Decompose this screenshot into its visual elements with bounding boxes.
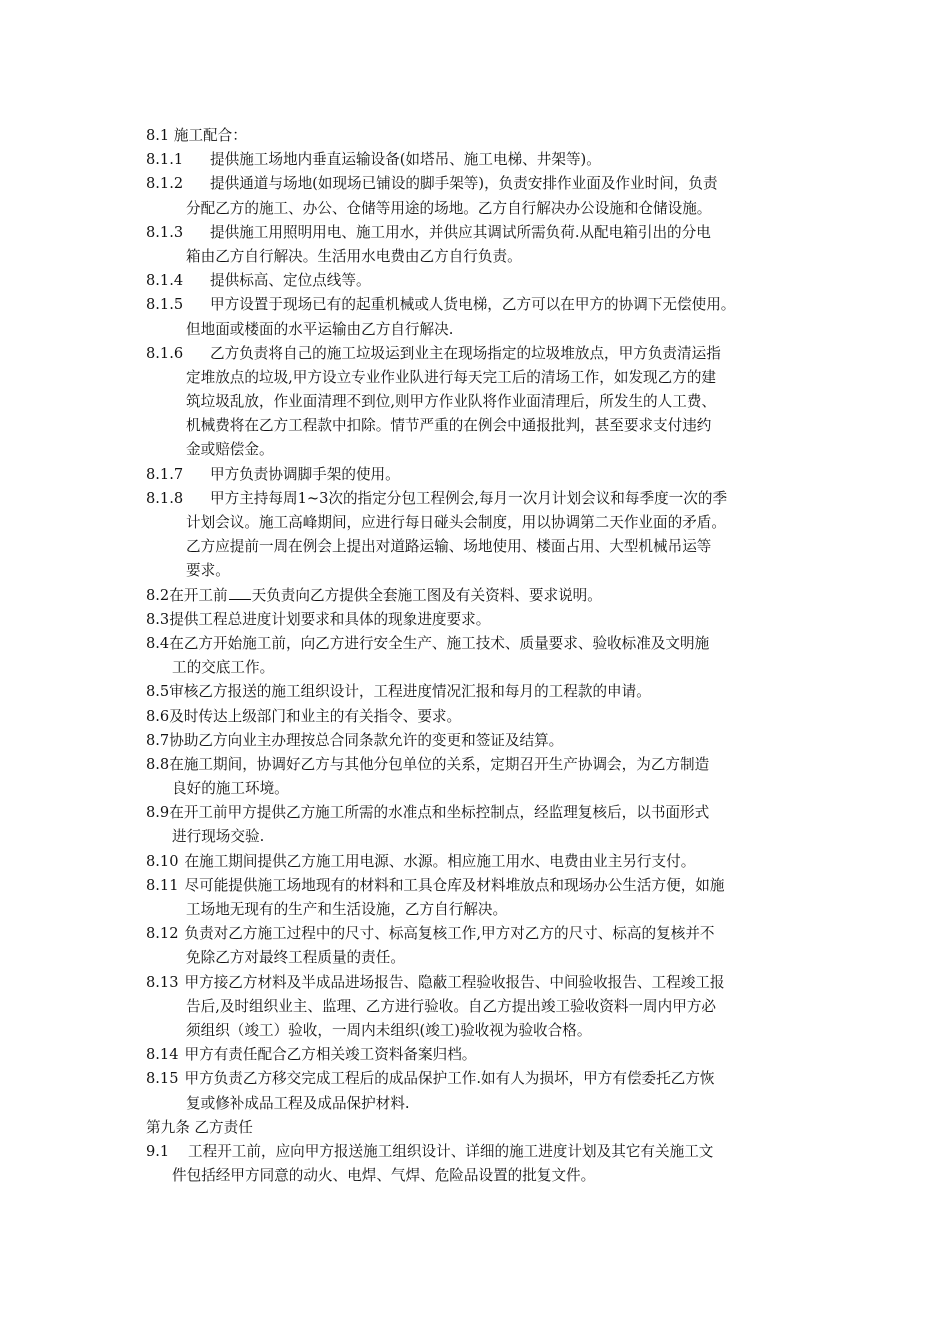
clause-text: 协助乙方向业主办理按总合同条款允许的变更和签证及结算。 [169, 731, 564, 749]
clause-8-1-5 [146, 293, 810, 341]
clause-text-continued: 定堆放点的垃圾,甲方设立专业作业队进行每天完工后的清场工作，如发现乙方的建 [186, 368, 717, 386]
clause-text: 乙方负责将自己的施工垃圾运到业主在现场指定的垃圾堆放点，甲方负责清运指 [210, 344, 721, 362]
clause-number: 8.1.2 [146, 175, 184, 193]
clause-8-5 [146, 680, 810, 704]
clause-text: 在开工前甲方提供乙方施工所需的水准点和坐标控制点，经监理复核后，以书面形式 [169, 804, 710, 822]
document-body [146, 124, 810, 1188]
clause-text: 在施工期间，协调好乙方与其他分包单位的关系，定期召开生产协调会，为乙方制造 [169, 755, 710, 773]
clause-text: 提供施工场地内垂直运输设备(如塔吊、施工电梯、井架等)。 [210, 151, 601, 169]
clause-number: 8.6 [146, 707, 170, 725]
clause-number: 8.1.6 [146, 344, 184, 362]
clause-text-continued: 机械费将在乙方工程款中扣除。情节严重的在例会中通报批判，甚至要求支付违约 [186, 417, 712, 435]
clause-text: 天负责向乙方提供全套施工图及有关资料、要求说明。 [251, 586, 602, 604]
clause-8-10 [146, 850, 810, 874]
clause-heading-23 [146, 1116, 810, 1140]
clause-8-15 [146, 1067, 810, 1115]
clause-8-1-2 [146, 172, 810, 220]
clause-number: 8.8 [146, 755, 170, 773]
clause-8-3 [146, 608, 810, 632]
clause-8-8 [146, 753, 810, 801]
clause-text: 尽可能提供施工场地现有的材料和工具仓库及材料堆放点和现场办公生活方便，如施 [184, 876, 725, 894]
clause-text: 提供通道与场地(如现场已铺设的脚手架等)，负责安排作业面及作业时间，负责 [210, 175, 718, 193]
clause-number: 8.7 [146, 731, 170, 749]
clause-number: 8.5 [146, 683, 170, 701]
clause-8-13 [146, 971, 810, 1044]
clause-text: 负责对乙方施工过程中的尺寸、标高复核工作,甲方对乙方的尺寸、标高的复核并不 [184, 925, 715, 943]
clause-text: 提供工程总进度计划要求和具体的现象进度要求。 [169, 610, 491, 628]
clause-number: 8.2 [146, 586, 170, 604]
clause-text-continued: 良好的施工环境。 [172, 780, 289, 798]
clause-number: 8.1.8 [146, 489, 184, 507]
clause-text-continued: 工的交底工作。 [172, 659, 275, 677]
clause-8-1-4 [146, 269, 810, 293]
clause-number: 8.1.5 [146, 296, 184, 314]
clause-text-continued: 分配乙方的施工、办公、仓储等用途的场地。乙方自行解决办公设施和仓储设施。 [186, 199, 712, 217]
clause-number: 8.14 [146, 1046, 179, 1064]
clause-number: 9.1 [146, 1142, 170, 1160]
clause-8-6 [146, 705, 810, 729]
clause-8-9 [146, 801, 810, 849]
clause-text-continued: 工场地无现有的生产和生活设施，乙方自行解决。 [186, 901, 508, 918]
clause-8-7 [146, 729, 810, 753]
clause-number: 8.4 [146, 634, 170, 652]
clause-text-continued: 须组织（竣工）验收，一周内未组织(竣工)验收视为验收合格。 [186, 1021, 592, 1039]
clause-number: 8.12 [146, 925, 179, 943]
clause-8-12 [146, 922, 810, 970]
clause-8-2 [146, 584, 810, 608]
clause-8-1-3 [146, 221, 810, 269]
clause-number: 8.11 [146, 876, 179, 894]
clause-8-1-8 [146, 487, 810, 584]
clause-text-continued: 进行现场交验. [172, 828, 265, 846]
clause-text: 第九条 乙方责任 [146, 1118, 253, 1136]
clause-text-continued: 金或赔偿金。 [186, 441, 274, 459]
clause-8-14 [146, 1043, 810, 1067]
clause-number: 8.10 [146, 852, 179, 870]
clause-text-continued: 箱由乙方自行解决。生活用水电费由乙方自行负责。 [186, 247, 522, 265]
clause-text: 在开工前 [169, 586, 228, 604]
clause-text: 甲方主持每周1~3次的指定分包工程例会,每月一次月计划会议和每季度一次的季 [210, 489, 728, 507]
clause-text: 甲方设置于现场已有的起重机械或人货电梯，乙方可以在甲方的协调下无偿使用。 [210, 296, 736, 314]
clause-number: 8.1.3 [146, 223, 184, 241]
clause-number: 8.9 [146, 804, 170, 822]
clause-text: 在施工期间提供乙方施工用电源、水源。相应施工用水、电费由业主另行支付。 [184, 852, 696, 870]
clause-8-1-6 [146, 342, 810, 463]
clause-8-11 [146, 874, 810, 922]
clause-number: 8.1.4 [146, 272, 184, 290]
fill-in-blank [229, 585, 251, 600]
clause-text-continued: 免除乙方对最终工程质量的责任。 [186, 949, 405, 967]
clause-text-continued: 计划会议。施工高峰期间，应进行每日碰头会制度，用以协调第二天作业面的矛盾。 [186, 514, 726, 531]
clause-text: 甲方负责乙方移交完成工程后的成品保护工作.如有人为损坏，甲方有偿委托乙方恢 [184, 1070, 715, 1088]
clause-number: 8.15 [146, 1070, 179, 1088]
clause-text-continued: 件包括经甲方同意的动火、电焊、气焊、危险品设置的批复文件。 [172, 1167, 596, 1185]
clause-text-continued: 告后,及时组织业主、监理、乙方进行验收。自乙方提出竣工验收资料一周内甲方必 [186, 997, 717, 1015]
clause-number: 8.13 [146, 973, 179, 991]
clause-text: 8.1 施工配合： [146, 127, 247, 144]
clause-text-continued: 要求。 [186, 562, 230, 580]
clause-text-continued: 乙方应提前一周在例会上提出对道路运输、场地使用、楼面占用、大型机械吊运等 [186, 538, 712, 556]
clause-text-continued: 但地面或楼面的水平运输由乙方自行解决. [186, 320, 454, 338]
clause-8-1-1 [146, 148, 810, 172]
clause-text: 提供标高、定位点线等。 [210, 272, 371, 290]
clause-text: 在乙方开始施工前，向乙方进行安全生产、施工技术、质量要求、验收标准及文明施 [169, 634, 710, 652]
clause-9-1 [146, 1140, 810, 1188]
clause-number: 8.1.1 [146, 151, 184, 169]
clause-text: 甲方负责协调脚手架的使用。 [210, 465, 400, 483]
clause-number: 8.3 [146, 610, 170, 628]
clause-text: 甲方有责任配合乙方相关竣工资料备案归档。 [184, 1046, 477, 1064]
clause-number: 8.1.7 [146, 465, 184, 483]
clause-text: 甲方接乙方材料及半成品进场报告、隐蔽工程验收报告、中间验收报告、工程竣工报 [184, 973, 725, 991]
clause-text: 及时传达上级部门和业主的有关指令、要求。 [169, 707, 462, 725]
clause-text: 工程开工前，应向甲方报送施工组织设计、详细的施工进度计划及其它有关施工文 [188, 1142, 714, 1160]
clause-8-1-7 [146, 463, 810, 487]
clause-text-continued: 筑垃圾乱放，作业面清理不到位,则甲方作业队将作业面清理后，所发生的人工费、 [186, 393, 717, 411]
clause-8-4 [146, 632, 810, 680]
clause-text: 审核乙方报送的施工组织设计，工程进度情况汇报和每月的工程款的申请。 [169, 683, 651, 701]
clause-text: 提供施工用照明用电、施工用水，并供应其调试所需负荷.从配电箱引出的分电 [210, 223, 711, 241]
clause-heading-0 [146, 124, 810, 148]
clause-text-continued: 复或修补成品工程及成品保护材料. [186, 1094, 410, 1112]
